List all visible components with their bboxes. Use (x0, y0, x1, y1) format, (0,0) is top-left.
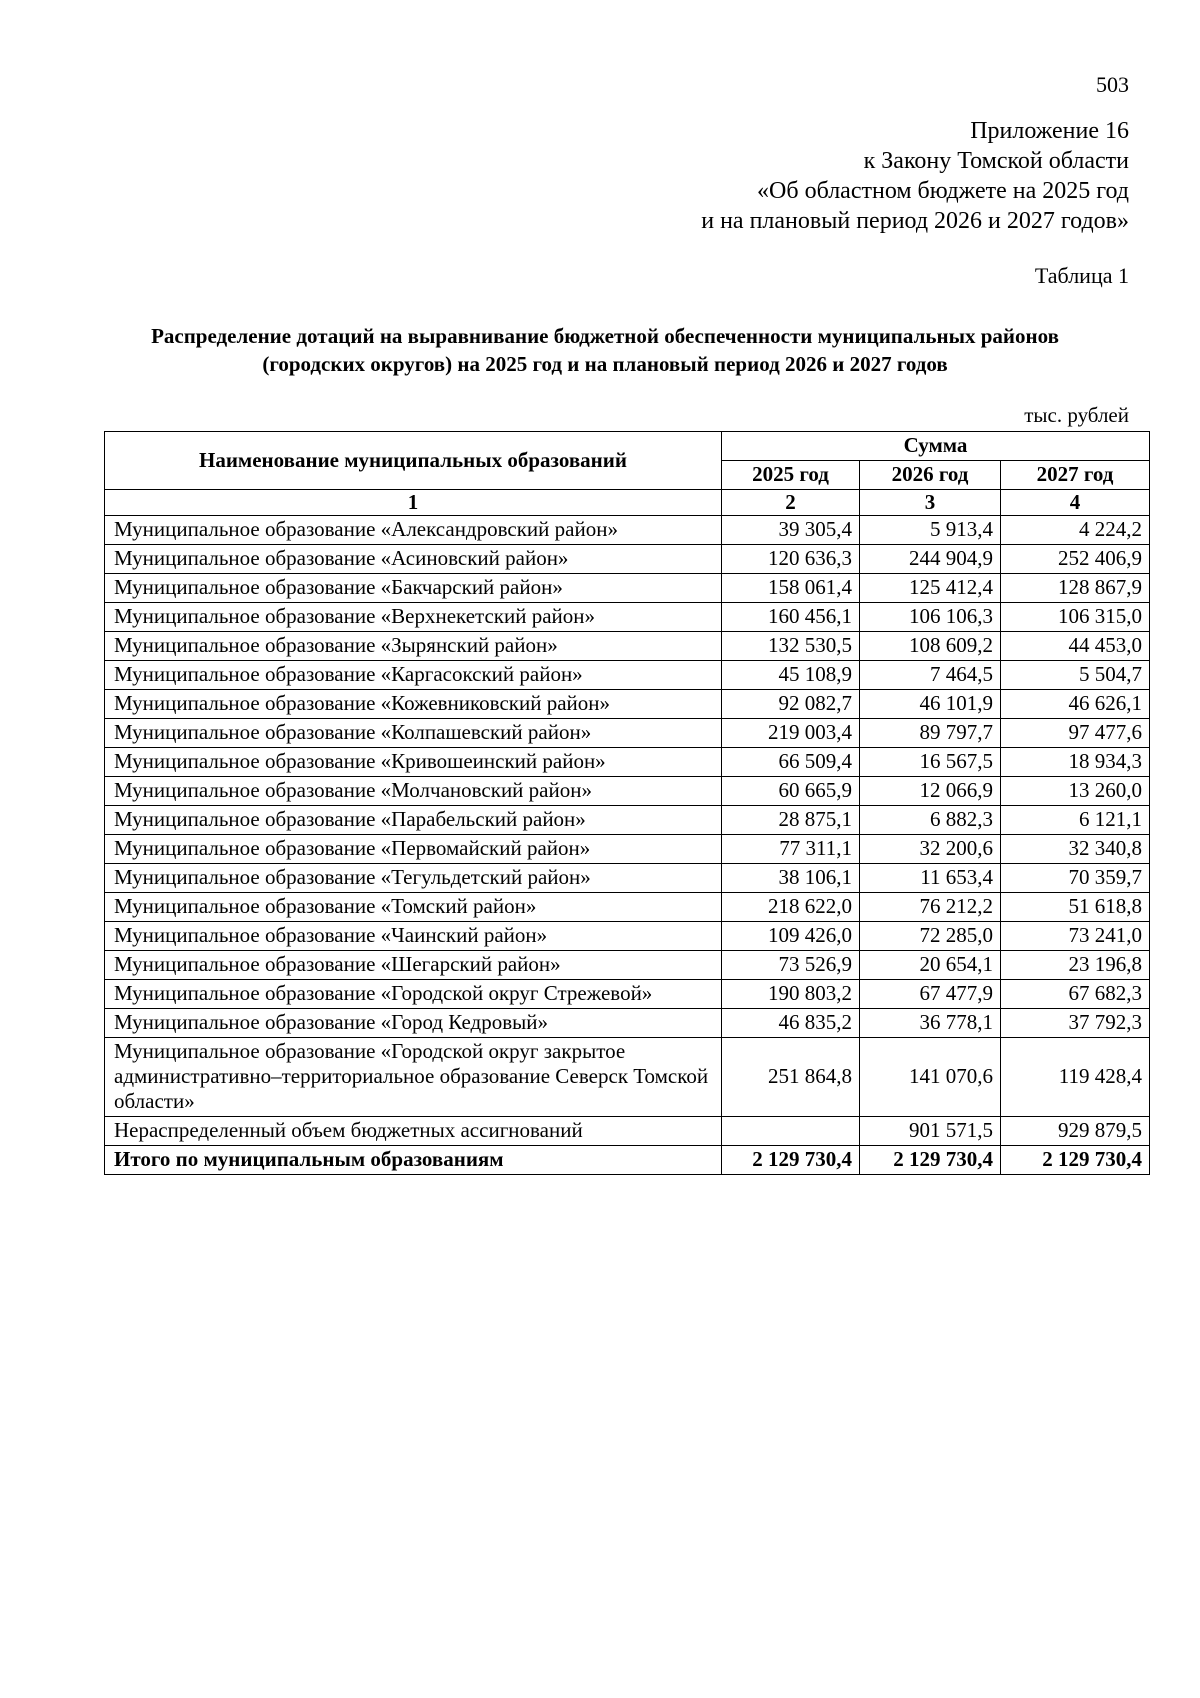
value-2025-cell: 190 803,2 (722, 980, 860, 1009)
value-2026-cell: 11 653,4 (860, 864, 1001, 893)
value-2026-cell: 20 654,1 (860, 951, 1001, 980)
table-row (105, 719, 1150, 748)
table-row (105, 516, 1150, 545)
value-2025-cell: 73 526,9 (722, 951, 860, 980)
table-row (105, 1117, 1150, 1146)
value-2027-cell: 46 626,1 (1001, 690, 1150, 719)
value-2026-cell: 244 904,9 (860, 545, 1001, 574)
table-body (105, 490, 1150, 1175)
value-2025-cell: 38 106,1 (722, 864, 860, 893)
value-2025-cell: 219 003,4 (722, 719, 860, 748)
header-year-2025: 2025 год (722, 461, 860, 490)
value-2026-cell: 5 913,4 (860, 516, 1001, 545)
row-name-cell: Нераспределенный объем бюджетных ассигнований (105, 1117, 722, 1146)
value-2025-cell: 46 835,2 (722, 1009, 860, 1038)
value-2027-cell: 128 867,9 (1001, 574, 1150, 603)
appendix-line: «Об областном бюджете на 2025 год (757, 178, 1129, 204)
table-row (105, 951, 1150, 980)
table-row (105, 864, 1150, 893)
units-label: тыс. рублей (1024, 403, 1129, 427)
value-2026-cell: 141 070,6 (860, 1038, 1001, 1117)
table-row (105, 603, 1150, 632)
table-row (105, 1009, 1150, 1038)
value-2025-cell (722, 1117, 860, 1146)
value-2027-cell: 37 792,3 (1001, 1009, 1150, 1038)
row-name-cell: Муниципальное образование «Асиновский район» (105, 545, 722, 574)
row-name-cell: Муниципальное образование «Городской округ закрытое административно–территориальное образование Северск Томской области» (105, 1038, 722, 1117)
value-2025-cell: 120 636,3 (722, 545, 860, 574)
table-row (105, 748, 1150, 777)
value-2026-cell: 12 066,9 (860, 777, 1001, 806)
table-row (105, 980, 1150, 1009)
value-2026-cell: 6 882,3 (860, 806, 1001, 835)
row-name-cell: Муниципальное образование «Молчановский район» (105, 777, 722, 806)
table-row (105, 893, 1150, 922)
row-name-cell: Муниципальное образование «Шегарский район» (105, 951, 722, 980)
row-name-cell: Муниципальное образование «Кожевниковский район» (105, 690, 722, 719)
value-2025-cell: 77 311,1 (722, 835, 860, 864)
value-2027-cell: 70 359,7 (1001, 864, 1150, 893)
row-name-cell: Муниципальное образование «Верхнекетский район» (105, 603, 722, 632)
value-2027-cell: 97 477,6 (1001, 719, 1150, 748)
value-2025-cell: 66 509,4 (722, 748, 860, 777)
value-2025-cell: 60 665,9 (722, 777, 860, 806)
header-year-2027: 2027 год (1001, 461, 1150, 490)
value-2025-cell: 218 622,0 (722, 893, 860, 922)
value-2027-cell: 23 196,8 (1001, 951, 1150, 980)
column-number: 1 (105, 490, 722, 516)
table-header-row (105, 432, 1150, 461)
column-number: 4 (1001, 490, 1150, 516)
table-row (105, 661, 1150, 690)
row-name-cell: Муниципальное образование «Парабельский район» (105, 806, 722, 835)
row-name-cell: Муниципальное образование «Александровский район» (105, 516, 722, 545)
value-2025-cell: 158 061,4 (722, 574, 860, 603)
column-number: 3 (860, 490, 1001, 516)
value-2026-cell: 76 212,2 (860, 893, 1001, 922)
value-2027-cell: 18 934,3 (1001, 748, 1150, 777)
table-row (105, 777, 1150, 806)
table-row (105, 806, 1150, 835)
table-row (105, 690, 1150, 719)
table-row (105, 574, 1150, 603)
total-2027-cell: 2 129 730,4 (1001, 1146, 1150, 1175)
row-name-cell: Муниципальное образование «Кривошеинский район» (105, 748, 722, 777)
row-name-cell: Муниципальное образование «Городской округ Стрежевой» (105, 980, 722, 1009)
table-row (105, 835, 1150, 864)
table-row (105, 632, 1150, 661)
value-2027-cell: 5 504,7 (1001, 661, 1150, 690)
total-2026-cell: 2 129 730,4 (860, 1146, 1001, 1175)
value-2027-cell: 929 879,5 (1001, 1117, 1150, 1146)
value-2027-cell: 32 340,8 (1001, 835, 1150, 864)
row-name-cell: Муниципальное образование «Тегульдетский район» (105, 864, 722, 893)
value-2026-cell: 32 200,6 (860, 835, 1001, 864)
value-2027-cell: 106 315,0 (1001, 603, 1150, 632)
appendix-header (701, 116, 1129, 236)
value-2025-cell: 251 864,8 (722, 1038, 860, 1117)
appendix-line: к Закону Томской области (863, 148, 1129, 174)
document-title: Распределение дотаций на выравнивание бюджетной обеспеченности муниципальных районов (городских округов) на 2025 год и на плановый период 2026 и 2027 годов (151, 324, 1059, 376)
value-2027-cell: 51 618,8 (1001, 893, 1150, 922)
appendix-line: и на плановый период 2026 и 2027 годов» (701, 208, 1129, 234)
value-2027-cell: 252 406,9 (1001, 545, 1150, 574)
row-name-cell: Муниципальное образование «Зырянский район» (105, 632, 722, 661)
table-row (105, 545, 1150, 574)
header-year-2026: 2026 год (860, 461, 1001, 490)
row-name-cell: Муниципальное образование «Бакчарский район» (105, 574, 722, 603)
value-2027-cell: 4 224,2 (1001, 516, 1150, 545)
page-number: 503 (1096, 72, 1129, 97)
value-2026-cell: 89 797,7 (860, 719, 1001, 748)
value-2027-cell: 67 682,3 (1001, 980, 1150, 1009)
value-2026-cell: 67 477,9 (860, 980, 1001, 1009)
header-name: Наименование муниципальных образований (105, 432, 722, 490)
header-sum: Сумма (722, 432, 1150, 461)
appendix-line: Приложение 16 (970, 118, 1129, 144)
value-2025-cell: 28 875,1 (722, 806, 860, 835)
value-2026-cell: 106 106,3 (860, 603, 1001, 632)
subsidies-table (104, 431, 1150, 1175)
row-name-cell: Муниципальное образование «Томский район» (105, 893, 722, 922)
value-2026-cell: 16 567,5 (860, 748, 1001, 777)
value-2026-cell: 125 412,4 (860, 574, 1001, 603)
row-name-cell: Муниципальное образование «Чаинский район» (105, 922, 722, 951)
value-2027-cell: 6 121,1 (1001, 806, 1150, 835)
total-row (105, 1146, 1150, 1175)
value-2025-cell: 39 305,4 (722, 516, 860, 545)
value-2026-cell: 46 101,9 (860, 690, 1001, 719)
value-2025-cell: 109 426,0 (722, 922, 860, 951)
value-2027-cell: 119 428,4 (1001, 1038, 1150, 1117)
value-2026-cell: 36 778,1 (860, 1009, 1001, 1038)
row-name-cell: Муниципальное образование «Каргасокский район» (105, 661, 722, 690)
value-2027-cell: 44 453,0 (1001, 632, 1150, 661)
row-name-cell: Муниципальное образование «Первомайский район» (105, 835, 722, 864)
table-row (105, 1038, 1150, 1117)
column-numbers-row (105, 490, 1150, 516)
table-number: Таблица 1 (1034, 263, 1129, 288)
column-number: 2 (722, 490, 860, 516)
value-2026-cell: 108 609,2 (860, 632, 1001, 661)
total-2025-cell: 2 129 730,4 (722, 1146, 860, 1175)
value-2026-cell: 901 571,5 (860, 1117, 1001, 1146)
value-2026-cell: 72 285,0 (860, 922, 1001, 951)
value-2027-cell: 13 260,0 (1001, 777, 1150, 806)
value-2025-cell: 45 108,9 (722, 661, 860, 690)
row-name-cell: Муниципальное образование «Колпашевский район» (105, 719, 722, 748)
value-2027-cell: 73 241,0 (1001, 922, 1150, 951)
value-2026-cell: 7 464,5 (860, 661, 1001, 690)
value-2025-cell: 160 456,1 (722, 603, 860, 632)
table-row (105, 922, 1150, 951)
row-name-cell: Муниципальное образование «Город Кедровый» (105, 1009, 722, 1038)
value-2025-cell: 132 530,5 (722, 632, 860, 661)
total-name-cell: Итого по муниципальным образованиям (105, 1146, 722, 1175)
value-2025-cell: 92 082,7 (722, 690, 860, 719)
